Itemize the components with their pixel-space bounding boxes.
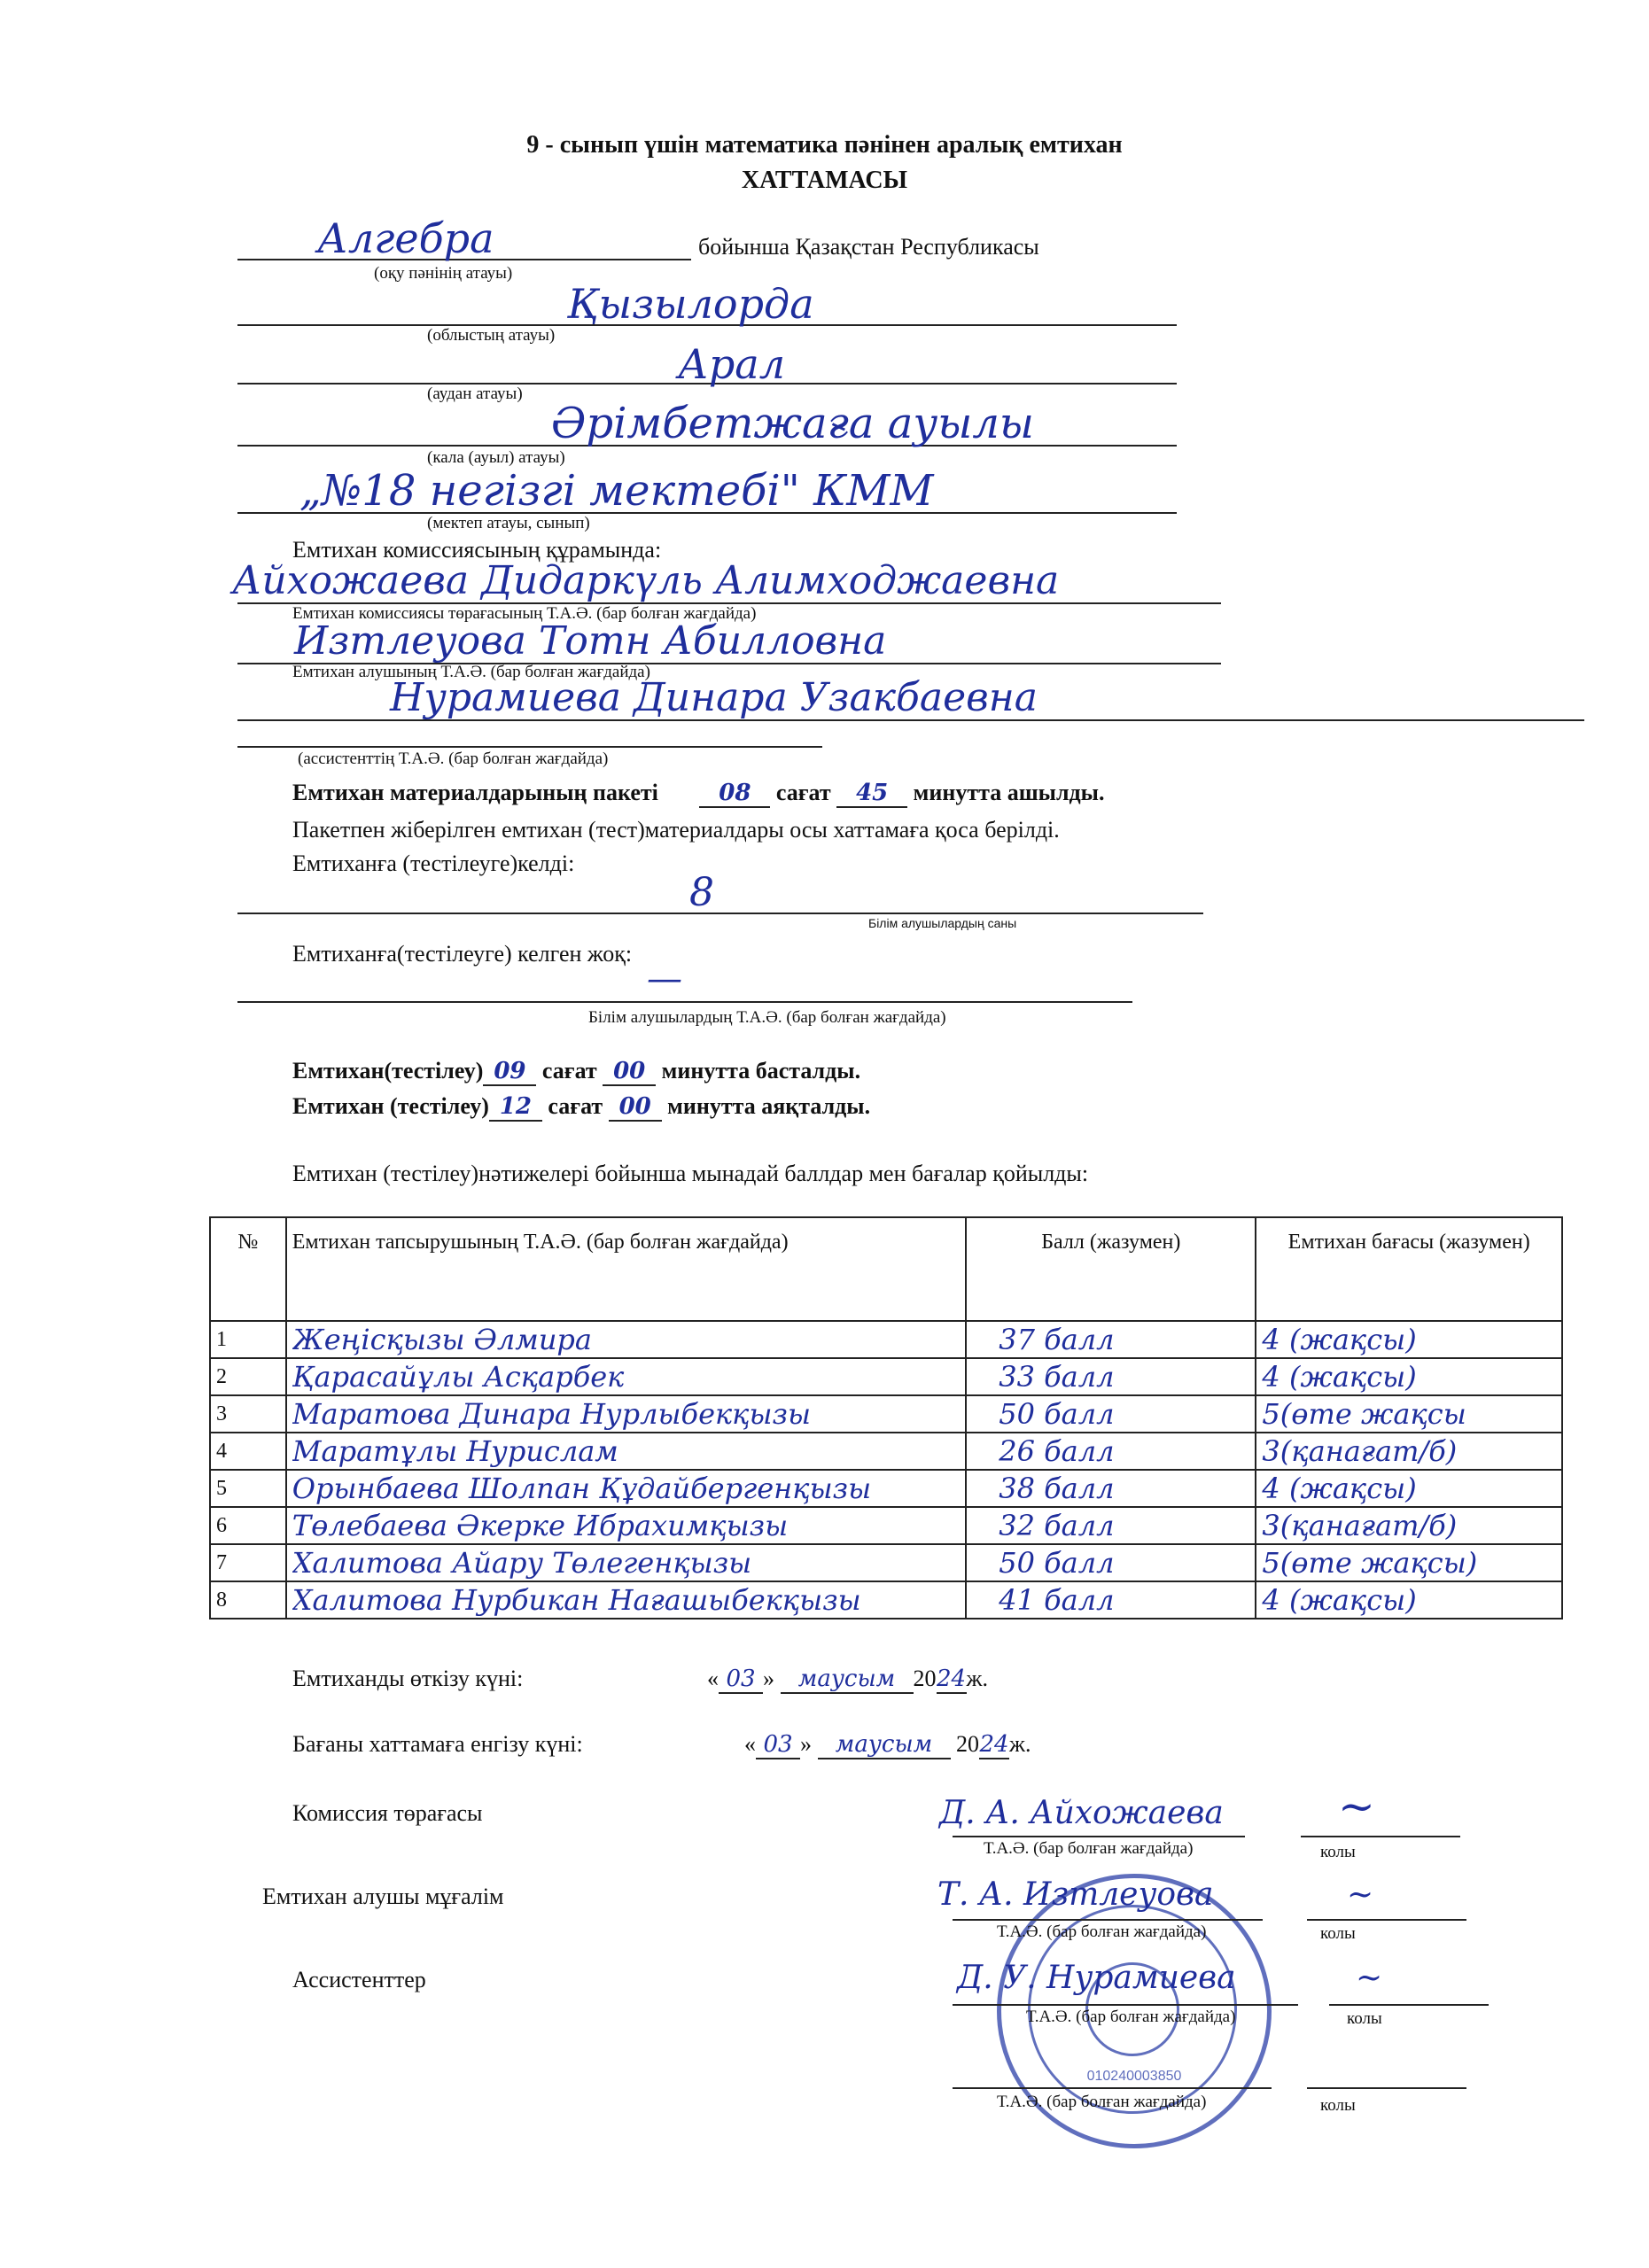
- examiner-signature: ~: [1347, 1876, 1374, 1913]
- region-value: Қызылорда: [567, 280, 814, 328]
- stamp-number: 010240003850: [1086, 2069, 1182, 2084]
- row-score: 50 балл: [999, 1546, 1115, 1580]
- district-caption: (аудан атауы): [427, 384, 523, 403]
- row-grade: 4 (жақсы): [1262, 1472, 1417, 1505]
- exam-year-suffix: 24: [936, 1666, 967, 1692]
- school-value: „№18 негізгі мектебі" КММ: [299, 466, 934, 516]
- assistant-signature: ~: [1356, 1960, 1383, 1996]
- row-score: 38 балл: [999, 1472, 1115, 1505]
- row-number: 2: [216, 1365, 227, 1388]
- examiner-name-caption: Т.А.Ә. (бар болған жағдайда): [997, 1922, 1207, 1941]
- end-time-line: [292, 1093, 870, 1122]
- package-hour: 08: [699, 780, 770, 808]
- start-mid: сағат: [541, 1058, 597, 1084]
- entry-month: маусым: [818, 1731, 951, 1759]
- table-row: [210, 1544, 1562, 1581]
- subject-suffix: бойынша Қазақстан Республикасы: [698, 234, 1039, 260]
- row-number: 5: [216, 1477, 227, 1500]
- row-number: 1: [216, 1328, 227, 1351]
- header-score: Балл (жазумен): [966, 1217, 1256, 1321]
- row-grade: 5(өте жақсы): [1262, 1546, 1478, 1580]
- header-number: №: [210, 1217, 286, 1321]
- document-title: 9 - сынып үшін математика пәнінен аралық емтихан: [526, 131, 1123, 159]
- table-row: [210, 1433, 1562, 1470]
- settlement-value: Әрімбетжаға ауылы: [551, 399, 1034, 448]
- end-prefix: Емтихан (тестілеу): [292, 1093, 489, 1119]
- row-name: Маратұлы Нурислам: [292, 1434, 618, 1468]
- exam-year-unit: ж.: [966, 1666, 988, 1691]
- row-number: 6: [216, 1514, 227, 1537]
- attended-caption: Білім алушылардың саны: [868, 916, 1017, 930]
- absent-value: —: [647, 959, 682, 999]
- row-score: 33 балл: [999, 1360, 1115, 1394]
- row-number: 8: [216, 1588, 227, 1612]
- row-score: 32 балл: [999, 1509, 1115, 1542]
- assistant-name-value: Нурамиева Динара Узакбаевна: [390, 675, 1038, 720]
- table-row: [210, 1581, 1562, 1619]
- row-grade: 3(қанағат/б): [1262, 1509, 1458, 1542]
- table-header-row: [210, 1217, 1562, 1321]
- exam-month: маусым: [781, 1666, 914, 1694]
- entry-date-label: Бағаны хаттамаға енгізу күні:: [292, 1731, 583, 1757]
- attended-label: Емтиханға (тестілеуге)келді:: [292, 850, 575, 876]
- end-suffix: минутта аяқталды.: [667, 1093, 871, 1119]
- header-grade: Емтихан бағасы (жазумен): [1256, 1217, 1562, 1321]
- start-suffix: минутта басталды.: [661, 1058, 861, 1084]
- row-name: Халитова Нурбикан Нағашыбекқызы: [292, 1583, 861, 1617]
- package-note: Пакетпен жіберілген емтихан (тест)материалдары осы хаттамаға қоса берілді.: [292, 817, 1060, 843]
- start-time-line: [292, 1058, 860, 1086]
- row-score: 26 балл: [999, 1434, 1115, 1468]
- assistant-caption: (ассистенттің Т.А.Ә. (бар болған жағдайда): [298, 750, 609, 768]
- chair-sign-name: Д. А. Айхожаева: [939, 1795, 1224, 1831]
- row-grade: 4 (жақсы): [1262, 1360, 1417, 1394]
- table-row: [210, 1395, 1562, 1433]
- row-name: Орынбаева Шолпан Құдайбергенқызы: [292, 1472, 872, 1505]
- row-name: Жеңісқызы Әлмира: [292, 1323, 592, 1356]
- row-name: Төлебаева Әкерке Ибрахимқызы: [292, 1509, 789, 1542]
- start-minute: 00: [603, 1058, 656, 1086]
- row-name: Маратова Динара Нурлыбекқызы: [292, 1397, 812, 1431]
- chair-signature: ~: [1338, 1781, 1375, 1832]
- region-caption: (облыстың атауы): [427, 326, 556, 345]
- blank-sign-caption: колы: [1320, 2096, 1356, 2115]
- start-prefix: Емтихан(тестілеу): [292, 1058, 484, 1084]
- entry-year-unit: ж.: [1009, 1731, 1031, 1757]
- settlement-caption: (кала (ауыл) атауы): [427, 448, 565, 467]
- assistant-sign-caption: колы: [1347, 2009, 1382, 2028]
- row-score: 41 балл: [999, 1583, 1115, 1617]
- entry-year-prefix: 20: [956, 1731, 979, 1757]
- chair-name-caption: Т.А.Ә. (бар болған жағдайда): [984, 1839, 1194, 1858]
- examiner-caption: Емтихан алушының Т.А.Ә. (бар болған жағдайда): [292, 663, 650, 681]
- assistants-sign-label: Ассистенттер: [292, 1967, 426, 1992]
- row-grade: 4 (жақсы): [1262, 1323, 1417, 1356]
- school-caption: (мектеп атауы, сынып): [427, 514, 590, 532]
- chair-sign-label: Комиссия төрағасы: [292, 1800, 483, 1826]
- exam-year-prefix: 20: [913, 1666, 937, 1691]
- results-table: [209, 1216, 1563, 1619]
- package-suffix: минутта ашылды.: [913, 780, 1105, 805]
- row-number: 7: [216, 1551, 227, 1574]
- end-hour: 12: [489, 1093, 542, 1122]
- end-minute: 00: [609, 1093, 662, 1122]
- attended-value: 8: [689, 870, 714, 915]
- row-name: Халитова Айару Төлегенқызы: [292, 1546, 752, 1580]
- entry-year-suffix: 24: [979, 1731, 1009, 1758]
- assistant-name-caption: Т.А.Ә. (бар болған жағдайда): [1026, 2008, 1236, 2026]
- row-number: 3: [216, 1402, 227, 1425]
- examiner-name-value: Изтлеуова Тотн Абилловна: [294, 618, 887, 664]
- package-minute: 45: [836, 780, 907, 808]
- examiner-sign-label: Емтихан алушы мұғалім: [262, 1884, 504, 1909]
- row-score: 37 балл: [999, 1323, 1115, 1356]
- table-row: [210, 1321, 1562, 1358]
- row-number: 4: [216, 1440, 227, 1463]
- row-name: Қарасайұлы Асқарбек: [292, 1360, 625, 1394]
- results-intro: Емтихан (тестілеу)нәтижелері бойынша мынадай баллдар мен бағалар қойылды:: [292, 1161, 1089, 1186]
- exam-date: « 03 » маусым 2024ж.: [707, 1666, 988, 1692]
- absent-caption: Білім алушылардың Т.А.Ә. (бар болған жағдайда): [588, 1008, 946, 1027]
- package-prefix: Емтихан материалдарының пакеті: [292, 780, 658, 805]
- district-value: Арал: [678, 340, 785, 388]
- examiner-sign-name: Т. А. Изтлеуова: [937, 1876, 1214, 1913]
- table-row: [210, 1507, 1562, 1544]
- table-row: [210, 1470, 1562, 1507]
- row-score: 50 балл: [999, 1397, 1115, 1431]
- document-title-protocol: ХАТТАМАСЫ: [741, 167, 908, 194]
- subject-caption: (оқу пәнінің атауы): [374, 264, 513, 283]
- chair-caption: Емтихан комиссиясы төрағасының Т.А.Ә. (бар болған жағдайда): [292, 604, 757, 623]
- commission-intro: Емтихан комиссиясының құрамында:: [292, 537, 662, 563]
- package-hour-label: сағат: [775, 780, 831, 805]
- entry-date: « 03 » маусым 2024ж.: [744, 1731, 1031, 1758]
- row-grade: 3(қанағат/б): [1262, 1434, 1458, 1468]
- end-mid: сағат: [548, 1093, 603, 1119]
- exam-date-label: Емтиханды өткізу күні:: [292, 1666, 524, 1691]
- exam-day: 03: [719, 1666, 763, 1694]
- entry-day: 03: [756, 1731, 800, 1759]
- header-name: Емтихан тапсырушының Т.А.Ә. (бар болған жағдайда): [286, 1217, 966, 1321]
- chair-sign-caption: колы: [1320, 1843, 1356, 1861]
- examiner-sign-caption: колы: [1320, 1924, 1356, 1943]
- table-row: [210, 1358, 1562, 1395]
- assistant-sign-name: Д. У. Нурамиева: [957, 1960, 1236, 1996]
- chair-name-value: Айхожаева Дидаркүль Алимходжаевна: [232, 558, 1060, 603]
- package-line: [292, 780, 1104, 808]
- blank-name-caption: Т.А.Ә. (бар болған жағдайда): [997, 2093, 1207, 2111]
- start-hour: 09: [483, 1058, 536, 1086]
- absent-label: Емтиханға(тестілеуге) келген жоқ:: [292, 941, 633, 967]
- subject-value: Алгебра: [317, 214, 494, 262]
- row-grade: 4 (жақсы): [1262, 1583, 1417, 1617]
- row-grade: 5(өте жақсы: [1262, 1397, 1466, 1431]
